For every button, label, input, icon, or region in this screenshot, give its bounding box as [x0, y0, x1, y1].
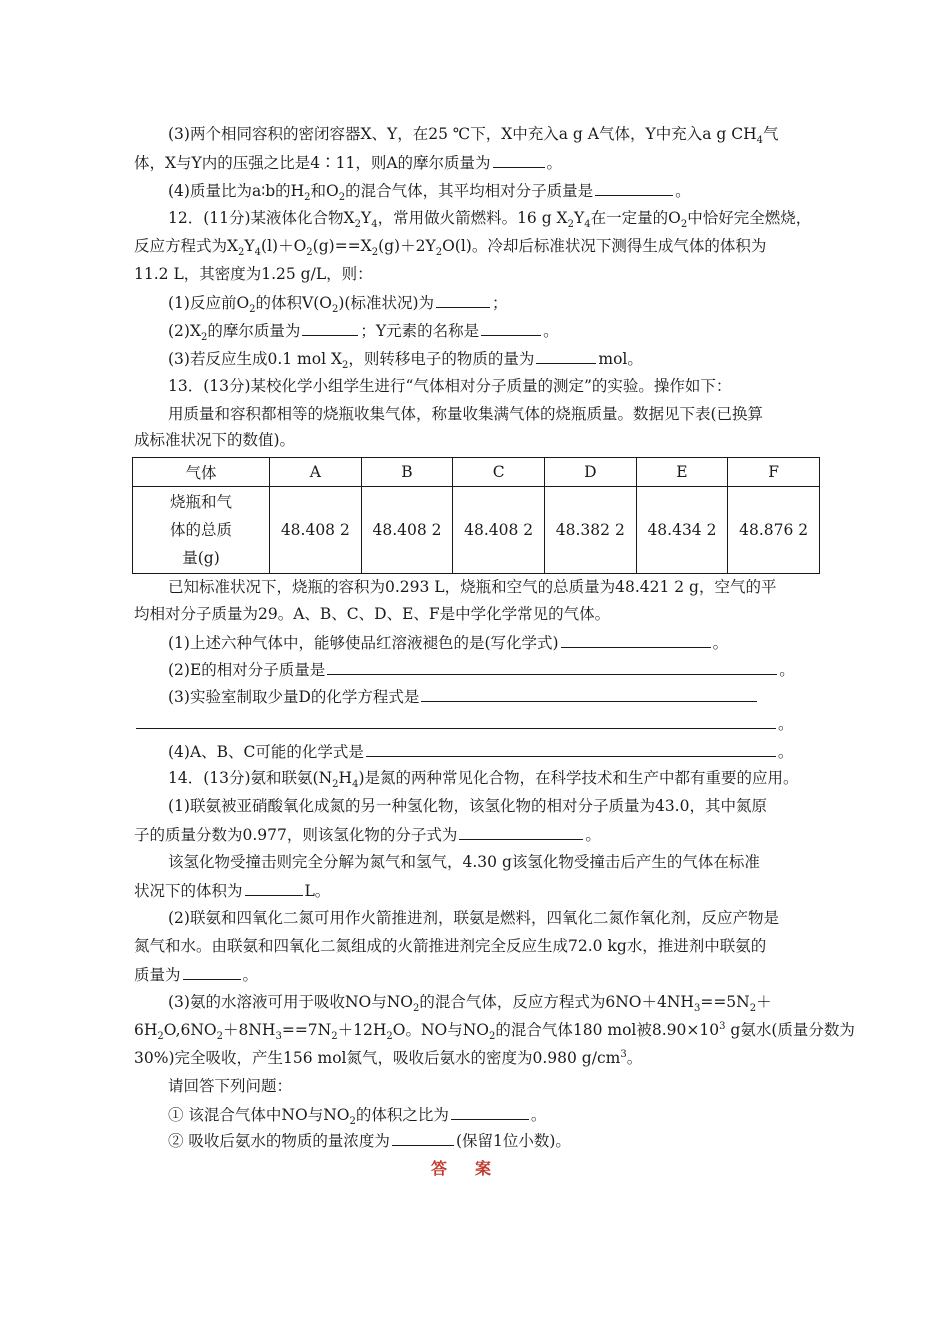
q13-after-line2: 均相对分子质量为29。A、B、C、D、E、F是中学化学常见的气体。	[134, 605, 611, 623]
q13-after-line1: 已知标准状况下，烧瓶的容积为0.293 L，烧瓶和空气的总质量为48.421 2 g，空气的平	[168, 578, 777, 596]
q14-part2-line1: (2)联氨和四氧化二氮可用作火箭推进剂，联氨是燃料，四氧化二氮作氧化剂，反应产物是	[168, 909, 779, 927]
table-cell: 48.434 2	[636, 487, 728, 574]
q14-part3-line1: (3)氨的水溶液可用于吸收NO与$NO_2$的混合气体，反应方程式为$6NO+4NH_3==5N_2+$	[168, 993, 772, 1015]
answer-blank[interactable]	[392, 1130, 454, 1146]
table-row	[133, 487, 820, 574]
answer-blank[interactable]	[302, 320, 358, 336]
answer-blank[interactable]	[327, 659, 777, 675]
q12-stem-line2: 反应方程式为$X_2Y_4(l)+O_2(g)==X_2(g)+2Y_2O(l)$。冷却后标准状况下测得生成气体的体积为	[134, 237, 767, 259]
answer-blank[interactable]	[451, 1104, 529, 1120]
table-header-row	[133, 458, 820, 487]
table-cell: 48.408 2	[361, 487, 453, 574]
q13-stem-line1: 13．(13分)某校化学小组学生进行“气体相对分子质量的测定”的实验。操作如下：	[168, 377, 732, 395]
q14-part1-line4: 状况下的体积为 L。	[134, 882, 331, 900]
table-cell: 48.408 2	[270, 487, 362, 574]
q12-stem-line1: 12．(11分)某液体化合物$X_2Y_4$，常用做火箭燃料。16 g $X_2Y_4$在一定量的$O_2$中恰好完全燃烧，	[168, 209, 812, 231]
q13-part3: (3)实验室制取少量D的化学方程式是	[168, 686, 759, 707]
q13-part4: (4)A、B、C可能的化学式是 。	[168, 743, 794, 761]
q14-part3-line2: $6H_2O,6NO_2+8NH_3==7N_2+12H_2O$。NO与$NO_2$的混合气体180 mol被$8.90\times 10^3$ g氨水(质量分数为	[134, 1020, 855, 1043]
q14-sub1: ① 该混合气体中NO与$NO_2$的体积之比为 。	[168, 1106, 547, 1128]
q14-part3-line3: 30%)完全吸收，产生156 mol氮气，吸收后氨水的密度为0.980 $g/cm^3$。	[134, 1048, 643, 1067]
table-header-cell: D	[544, 458, 636, 487]
answer-blank[interactable]	[536, 348, 596, 364]
answer-section-title: 答案	[430, 1159, 519, 1178]
table-header-cell: E	[636, 458, 728, 487]
q14-part1-line1: (1)联氨被亚硝酸氧化成氮的另一种氢化物，该氢化物的相对分子质量为43.0，其中氮原	[168, 797, 767, 815]
table-header-cell: F	[728, 458, 820, 487]
table-cell: 48.382 2	[544, 487, 636, 574]
q11-part3-line2: 体，X与Y内的压强之比是4∶11，则A的摩尔质量为 。	[134, 154, 563, 172]
q12-part2: $(2)X_2$的摩尔质量为 ；Y元素的名称是 。	[168, 322, 559, 344]
table-header-cell: C	[453, 458, 545, 487]
answer-blank[interactable]	[421, 686, 757, 702]
answer-blank[interactable]	[183, 964, 241, 980]
answer-blank[interactable]	[136, 713, 776, 729]
table-cell: 48.876 2	[728, 487, 820, 574]
q14-part2-line3: 质量为 。	[134, 966, 259, 984]
q11-part3-line1: (3)两个相同容积的密闭容器X、Y，在25 ℃下，X中充入a g A气体，Y中充入a g $CH_4$气	[168, 125, 779, 147]
answer-blank[interactable]	[436, 292, 490, 308]
answer-blank[interactable]	[366, 741, 776, 757]
q12-stem-line3: 11.2 L，其密度为1.25 g/L，则：	[134, 265, 373, 283]
answer-blank[interactable]	[459, 824, 583, 840]
table-row-label: 烧瓶和气 体的总质 量(g)	[133, 487, 270, 574]
q13-part1: (1)上述六种气体中，能够使品红溶液褪色的是(写化学式) 。	[168, 634, 729, 652]
q14-stem: 14．(13分)氨和联氨$(N_2H_4)$是氮的两种常见化合物，在科学技术和生产中都有重要的应用。	[168, 769, 799, 791]
q14-part2-line2: 氮气和水。由联氨和四氧化二氮组成的火箭推进剂完全反应生成72.0 kg水，推进剂中联氨的	[134, 937, 767, 955]
q11-part4: (4)质量比为a∶b的$H_2$和$O_2$的混合气体，其平均相对分子质量是 。	[168, 182, 691, 204]
table-cell: 48.408 2	[453, 487, 545, 574]
q14-part1-line2: 子的质量分数为0.977，则该氢化物的分子式为 。	[134, 826, 601, 844]
table-header-cell: 气体	[133, 458, 270, 487]
answer-blank[interactable]	[481, 320, 541, 336]
q12-part1: (1)反应前$O_2$的体积$V(O_2)$(标准状况)为 ；	[168, 294, 508, 316]
table-header-cell: B	[361, 458, 453, 487]
answer-blank[interactable]	[245, 880, 303, 896]
q13-part3-cont: 。	[134, 713, 794, 734]
q12-part3: (3)若反应生成0.1 mol $X_2$，则转移电子的物质的量为 mol。	[168, 350, 643, 372]
q13-stem-line2: 用质量和容积都相等的烧瓶收集气体，称量收集满气体的烧瓶质量。数据见下表(已换算	[168, 405, 764, 423]
q14-ask: 请回答下列问题：	[168, 1077, 293, 1095]
table-header-cell: A	[270, 458, 362, 487]
answer-blank[interactable]	[561, 632, 711, 648]
q13-part2: (2)E的相对分子质量是 。	[168, 661, 795, 679]
q14-sub2: ② 吸收后氨水的物质的量浓度为 (保留1位小数)。	[168, 1132, 571, 1150]
gas-mass-table	[132, 457, 820, 574]
answer-blank[interactable]	[493, 152, 545, 168]
q14-part1-line3: 该氢化物受撞击则完全分解为氮气和氢气，4.30 g该氢化物受撞击后产生的气体在标准	[168, 853, 760, 871]
q13-stem-line3: 成标准状况下的数值)。	[134, 431, 296, 449]
answer-blank[interactable]	[595, 180, 673, 196]
